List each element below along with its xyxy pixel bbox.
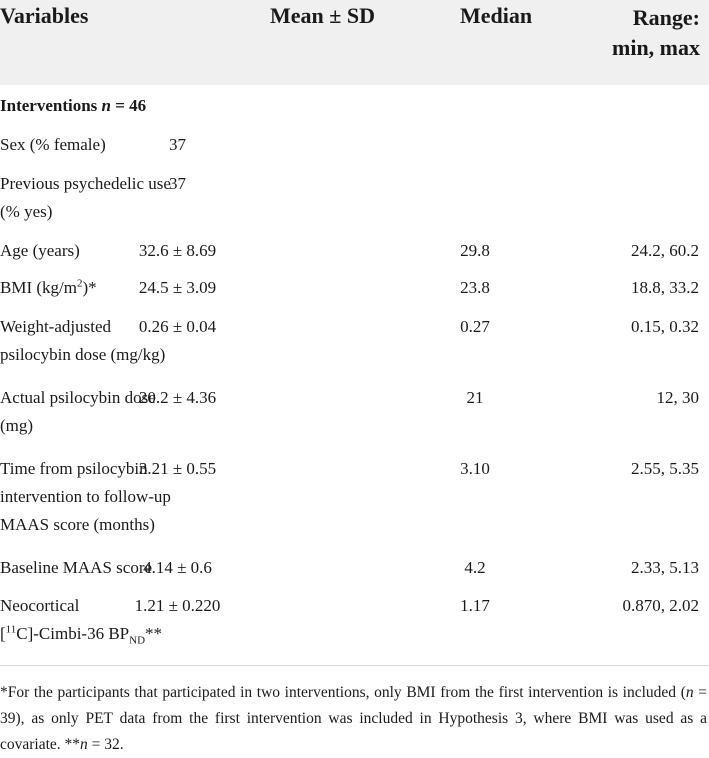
cell-median: 23.8 bbox=[460, 278, 490, 297]
cell-variable: Actual psilocybin dose (mg) bbox=[0, 388, 156, 435]
cell-mean: 37 bbox=[169, 135, 186, 154]
cell-mean: 24.5 ± 3.09 bbox=[138, 278, 217, 297]
cell-mean: 0.26 ± 0.04 bbox=[138, 317, 217, 336]
cell-range: 12, 30 bbox=[656, 388, 699, 407]
cell-mean: 3.21 ± 0.55 bbox=[138, 459, 217, 478]
cell-variable: Sex (% female) bbox=[0, 135, 106, 154]
cell-range: 2.33, 5.13 bbox=[631, 558, 699, 577]
cell-variable: Time from psilocybin intervention to follow-up MAAS score (months) bbox=[0, 459, 171, 534]
cell-variable: Neocortical [$^{11}$C]-Cimbi-36 $BP_{ND}**$ bbox=[0, 596, 163, 647]
table-footnote: *For the participants that participated in two interventions, only BMI from the first intervention is included (n = 39), as only PET data from the first intervention was included in Hypothesis 3, where BMI was used as a covariate. **n = 32. bbox=[0, 684, 707, 753]
cell-variable: Weight-adjusted psilocybin dose (mg/kg) bbox=[0, 317, 166, 364]
header-range-line2: min, max bbox=[612, 35, 700, 60]
section-label: Interventions n = 46 bbox=[0, 96, 147, 115]
header-mean-sd: Mean ± SD bbox=[270, 3, 375, 28]
cell-variable: Age (years) bbox=[0, 241, 80, 260]
cell-range: 0.15, 0.32 bbox=[631, 317, 699, 336]
cell-range: 2.55, 5.35 bbox=[631, 459, 699, 478]
cell-mean: 20.2 ± 4.36 bbox=[138, 388, 217, 407]
header-range bbox=[612, 3, 700, 63]
table-bottom-rule bbox=[0, 665, 709, 666]
cell-mean: 1.21 ± 0.220 bbox=[134, 596, 221, 615]
cell-mean: 4.14 ± 0.6 bbox=[143, 558, 212, 577]
cell-variable: Previous psychedelic use (% yes) bbox=[0, 174, 171, 221]
header-variables: Variables bbox=[0, 3, 89, 28]
cell-range: 18.8, 33.2 bbox=[631, 278, 699, 297]
cell-variable: Baseline MAAS score bbox=[0, 558, 153, 577]
header-range-line1: Range: bbox=[632, 5, 700, 30]
cell-median: 0.27 bbox=[460, 317, 490, 336]
header-median: Median bbox=[460, 3, 533, 28]
cell-median: 4.2 bbox=[464, 558, 486, 577]
cell-mean: 37 bbox=[169, 174, 186, 193]
cell-median: 29.8 bbox=[460, 241, 490, 260]
cell-median: 3.10 bbox=[460, 459, 490, 478]
cell-range: 0.870, 2.02 bbox=[622, 596, 699, 615]
cell-mean: 32.6 ± 8.69 bbox=[138, 241, 217, 260]
cell-median: 21 bbox=[466, 388, 484, 407]
cell-variable: BMI $(kg/m^2)*$ bbox=[0, 277, 97, 297]
table-header bbox=[0, 0, 709, 85]
cell-median: 1.17 bbox=[460, 596, 490, 615]
cell-range: 24.2, 60.2 bbox=[631, 241, 699, 260]
